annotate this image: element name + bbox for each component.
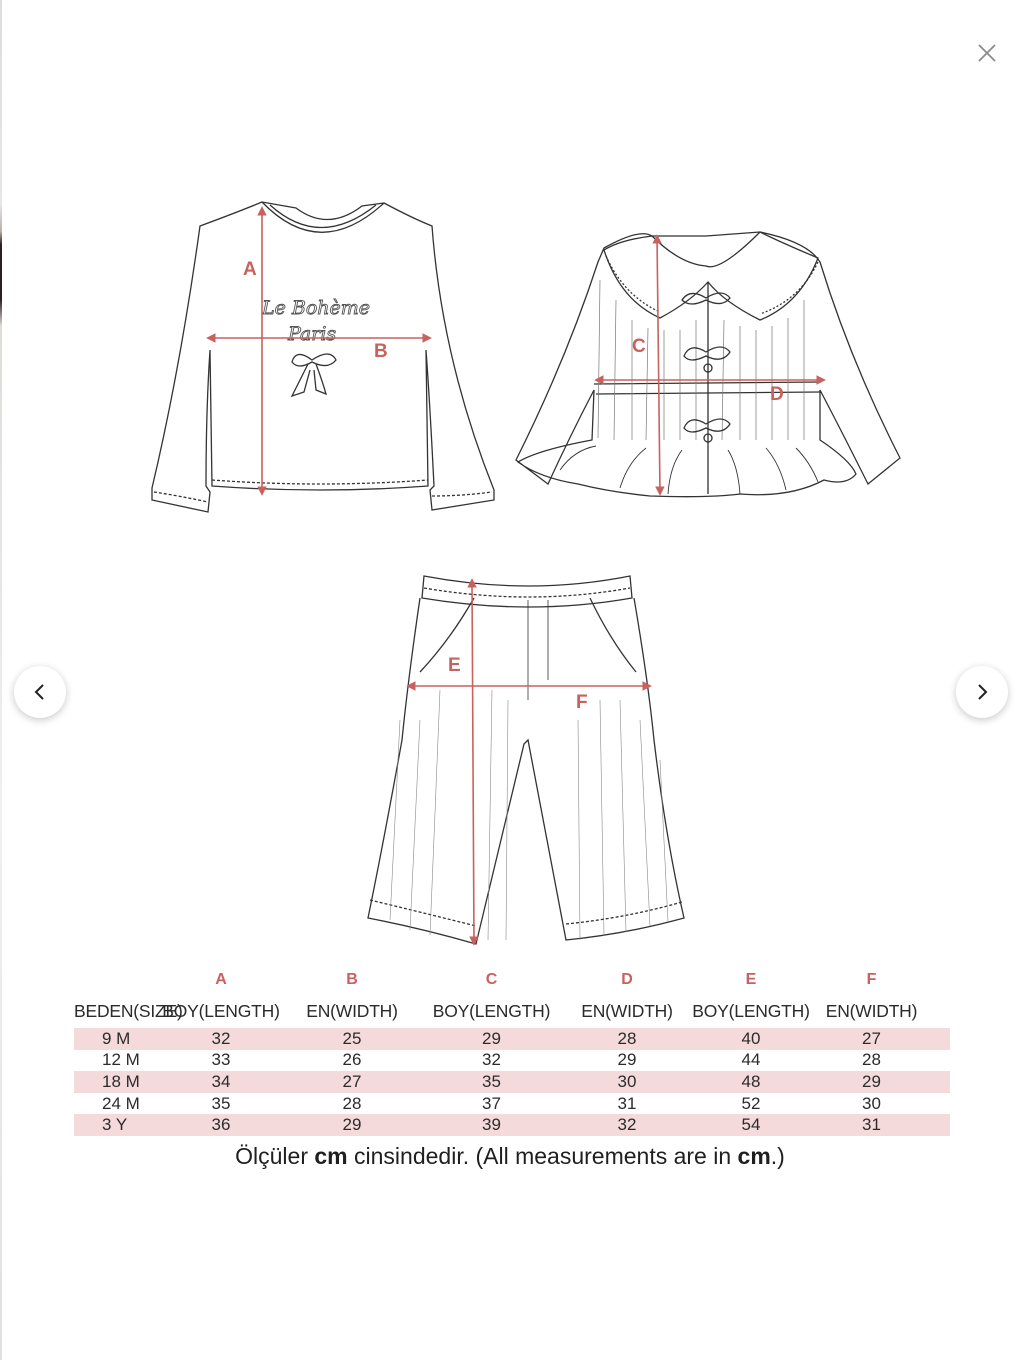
column-header: BEDEN(SIZE): [74, 1000, 183, 1021]
value-cell: 28: [862, 1050, 881, 1070]
column-header: BOY(LENGTH): [432, 1000, 551, 1021]
note-unit: cm: [314, 1143, 348, 1169]
value-cell: 29: [617, 1050, 637, 1070]
column-header: BOY(LENGTH): [162, 1000, 280, 1021]
value-cell: 39: [482, 1115, 501, 1135]
column-letter: F: [866, 971, 877, 988]
pants-drawing: [368, 576, 684, 944]
table-row: [74, 1093, 950, 1115]
size-cell: 3 Y: [102, 1115, 128, 1135]
value-cell: 33: [211, 1050, 231, 1070]
tshirt-measure-lines: [208, 208, 430, 494]
value-cell: 32: [617, 1115, 637, 1135]
value-cell: 30: [617, 1071, 637, 1091]
column-header: BOY(LENGTH): [692, 1000, 810, 1021]
column-header: EN(WIDTH): [581, 1000, 673, 1021]
value-cell: 28: [342, 1093, 362, 1113]
measure-label-a: A: [243, 259, 257, 280]
value-cell: 54: [741, 1115, 761, 1135]
value-cell: 29: [862, 1071, 881, 1091]
size-cell: 12 M: [102, 1050, 140, 1070]
value-cell: 32: [482, 1050, 501, 1070]
size-cell: 24 M: [102, 1093, 140, 1113]
table-row: [74, 1071, 950, 1093]
value-cell: 26: [342, 1050, 362, 1070]
value-cell: 31: [862, 1115, 881, 1135]
value-cell: 32: [211, 1028, 231, 1048]
value-cell: 29: [482, 1028, 501, 1048]
column-letter: A: [215, 971, 227, 988]
measure-label-b: B: [374, 341, 388, 362]
value-cell: 37: [482, 1093, 501, 1113]
pants-measure-lines: [408, 580, 650, 944]
table-header-row: [74, 994, 950, 1028]
tshirt-brand-line1: Le Bohème: [262, 297, 371, 319]
value-cell: 27: [862, 1028, 881, 1048]
column-letter: E: [745, 971, 757, 988]
value-cell: 29: [342, 1115, 362, 1135]
table-row: [74, 1114, 950, 1136]
size-cell: 18 M: [102, 1071, 140, 1091]
value-cell: 27: [342, 1071, 362, 1091]
column-header: EN(WIDTH): [306, 1000, 398, 1021]
measure-label-e: E: [448, 655, 461, 676]
measure-label-c: C: [632, 336, 646, 357]
value-cell: 44: [741, 1050, 761, 1070]
measure-label-f: F: [576, 692, 588, 713]
tshirt-brand-line2: Paris: [288, 323, 337, 345]
value-cell: 35: [482, 1071, 501, 1091]
measurement-note: [0, 1143, 1020, 1170]
column-letter: C: [485, 971, 498, 988]
value-cell: 36: [211, 1115, 231, 1135]
note-suffix: .): [770, 1143, 785, 1169]
note-middle: cinsindedir. (All measurements are in: [347, 1143, 738, 1169]
value-cell: 35: [211, 1093, 231, 1113]
column-header: EN(WIDTH): [825, 1000, 918, 1021]
value-cell: 25: [342, 1028, 362, 1048]
value-cell: 30: [862, 1093, 881, 1113]
column-letter-row: [74, 966, 950, 994]
note-unit: cm: [737, 1143, 771, 1169]
column-letter: D: [621, 971, 633, 988]
note-prefix: Ölçüler: [235, 1143, 315, 1169]
value-cell: 31: [617, 1093, 637, 1113]
jacket-drawing: [516, 232, 900, 497]
size-cell: 9 M: [102, 1028, 131, 1048]
tshirt-drawing: [152, 202, 494, 512]
value-cell: 48: [741, 1071, 761, 1091]
value-cell: 40: [741, 1028, 761, 1048]
table-row: [74, 1050, 950, 1072]
value-cell: 52: [741, 1093, 761, 1113]
size-chart-table: [74, 966, 950, 1136]
value-cell: 28: [617, 1028, 637, 1048]
table-row: [74, 1028, 950, 1050]
measure-label-d: D: [770, 384, 784, 405]
column-letter: B: [346, 971, 358, 988]
value-cell: 34: [211, 1071, 231, 1091]
